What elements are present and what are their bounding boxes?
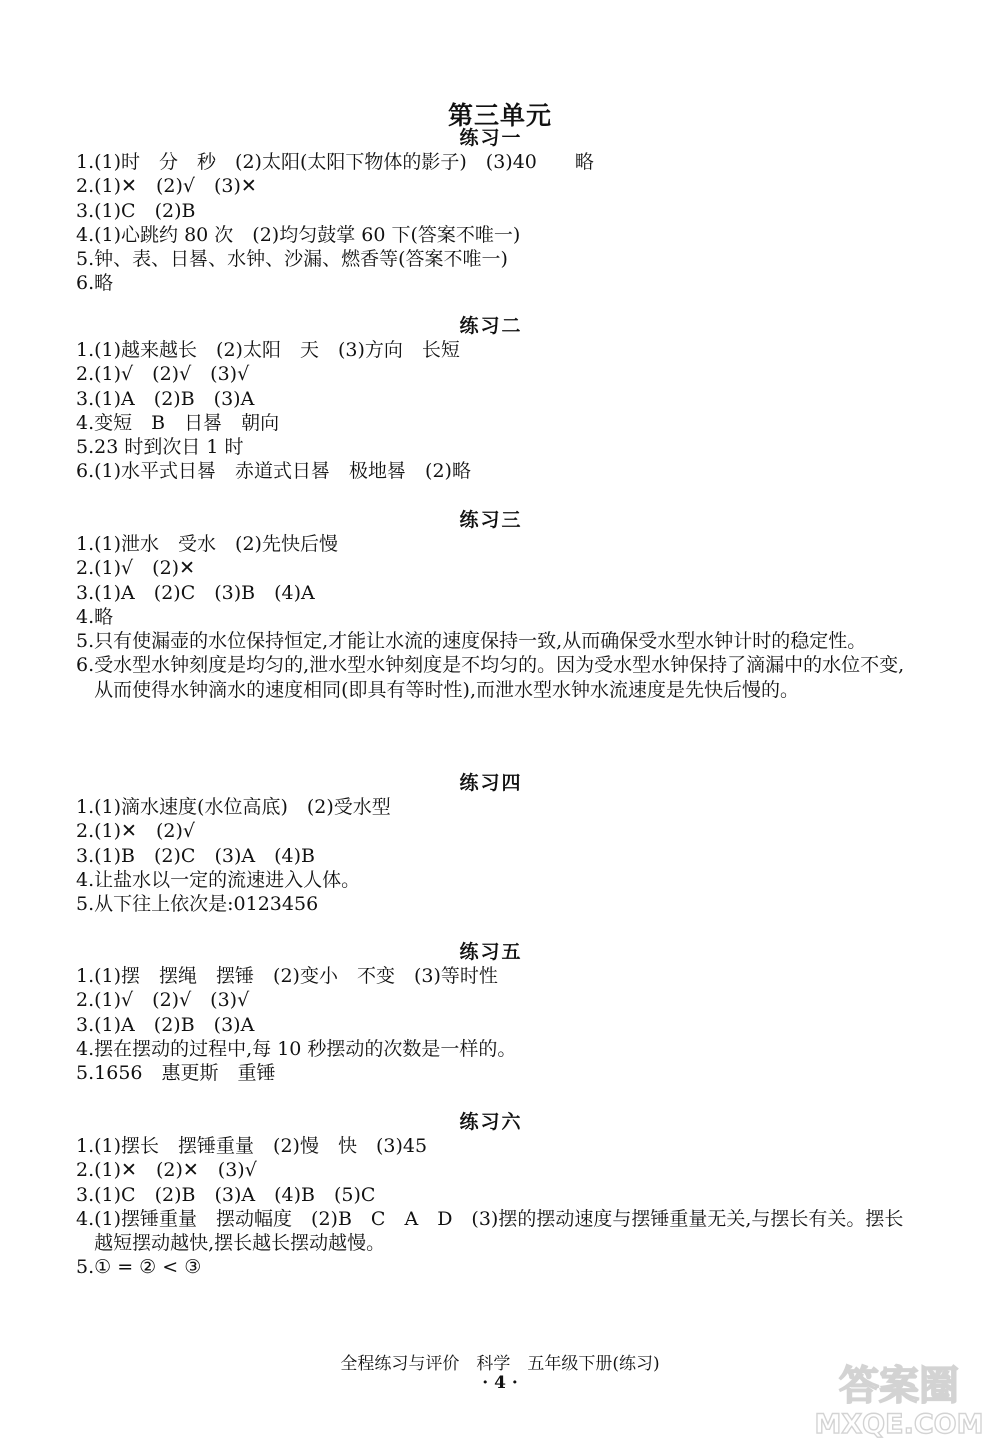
item-number: 2. <box>76 1159 95 1182</box>
answer-item <box>76 223 906 247</box>
answer-item <box>76 1158 906 1182</box>
item-number: 5. <box>76 436 95 459</box>
item-text: (1)A (2)B (3)A <box>94 1013 255 1036</box>
answer-item <box>76 174 906 198</box>
item-text: 只有使漏壶的水位保持恒定,才能让水流的速度保持一致,从而确保受水型水钟计时的稳定性。 <box>94 630 867 653</box>
item-text: (1)√ (2)√ (3)√ <box>94 363 250 386</box>
answer-item <box>76 988 906 1012</box>
section-title: 练习六 <box>459 1111 523 1133</box>
item-number: 5. <box>76 1256 95 1279</box>
item-text: (1)心跳约 80 次 (2)均匀鼓掌 60 下(答案不唯一) <box>94 223 521 246</box>
item-text: (1)C (2)B (3)A (4)B (5)C <box>94 1183 376 1206</box>
answer-item <box>76 795 906 819</box>
item-number: 3. <box>76 1183 95 1206</box>
section-title: 练习五 <box>459 941 523 963</box>
item-text: (1)摆长 摆锤重量 (2)慢 快 (3)45 <box>94 1135 428 1157</box>
section-exercise-5 <box>76 940 906 1085</box>
item-text: (1)✕ (2)✕ (3)√ <box>94 1159 257 1182</box>
answer-item <box>76 271 906 295</box>
section-title: 练习一 <box>459 127 523 149</box>
item-number: 4. <box>76 868 95 891</box>
item-number: 1. <box>76 965 95 987</box>
answer-item <box>76 338 906 362</box>
item-number: 5. <box>76 1062 95 1085</box>
item-text: (1)摆锤重量 摆动幅度 (2)B C A D (3)摆的摆动速度与摆锤重量无关,与摆长有关。摆长越短摆动越快,摆长越长摆动越慢。 <box>94 1207 904 1255</box>
item-number: 6. <box>76 460 95 483</box>
answer-item <box>76 1037 906 1061</box>
section-title: 练习二 <box>459 315 523 337</box>
item-number: 4. <box>76 605 95 628</box>
answer-list <box>76 1134 906 1280</box>
item-number: 6. <box>76 272 95 295</box>
item-text: (1)C (2)B <box>94 199 196 222</box>
answer-item <box>76 532 906 556</box>
item-text: 钟、表、日晷、水钟、沙漏、燃香等(答案不唯一) <box>94 248 508 271</box>
item-text: (1)✕ (2)√ <box>94 820 195 843</box>
section-title: 练习四 <box>459 772 523 794</box>
item-text: 让盐水以一定的流速进入人体。 <box>94 868 361 891</box>
item-number: 3. <box>76 199 95 222</box>
item-number: 6. <box>76 654 95 677</box>
answer-item <box>76 1183 906 1207</box>
item-number: 2. <box>76 989 95 1012</box>
answer-item <box>76 556 906 580</box>
section-exercise-3 <box>76 508 906 702</box>
item-number: 5. <box>76 248 95 271</box>
item-text: (1)✕ (2)√ (3)✕ <box>94 175 257 198</box>
answer-item <box>76 362 906 386</box>
item-number: 4. <box>76 1037 95 1060</box>
answer-item <box>76 199 906 223</box>
answer-list <box>76 795 906 916</box>
item-text: 受水型水钟刻度是均匀的,泄水型水钟刻度是不均匀的。因为受水型水钟保持了滴漏中的水位不变,从而使得水钟滴水的速度相同(即具有等时性),而泄水型水钟水流速度是先快后慢的。 <box>94 654 905 701</box>
watermark-main-text: 答案圈 <box>839 1363 959 1409</box>
item-number: 4. <box>76 411 95 434</box>
item-number: 2. <box>76 557 95 580</box>
item-text: 变短 B 日晷 朝向 <box>94 411 280 434</box>
section-exercise-1 <box>76 126 906 296</box>
answer-item <box>76 819 906 843</box>
item-number: 4. <box>76 1207 95 1230</box>
answer-item <box>76 892 906 916</box>
section-title: 练习三 <box>459 509 523 531</box>
item-number: 1. <box>76 533 95 555</box>
item-text: ① = ② < ③ <box>94 1256 202 1279</box>
answer-item <box>76 844 906 868</box>
item-text: 1656 惠更斯 重锤 <box>94 1062 276 1085</box>
item-number: 2. <box>76 175 95 198</box>
item-text: (1)水平式日晷 赤道式日晷 极地晷 (2)略 <box>94 460 471 483</box>
unit-title: 第三单元 <box>447 101 552 130</box>
watermark-url-text: MXQE.COM <box>814 1409 984 1439</box>
item-number: 2. <box>76 820 95 843</box>
section-exercise-2 <box>76 314 906 484</box>
item-text: (1)摆 摆绳 摆锤 (2)变小 不变 (3)等时性 <box>94 965 498 987</box>
item-text: 23 时到次日 1 时 <box>94 436 244 459</box>
item-text: (1)B (2)C (3)A (4)B <box>94 844 315 867</box>
footer-book-title: 全程练习与评价 科学 五年级下册(练习) <box>340 1354 660 1374</box>
answer-item <box>76 605 906 629</box>
item-number: 1. <box>76 339 95 361</box>
answer-list <box>76 964 906 1085</box>
answer-list <box>76 338 906 484</box>
item-text: 略 <box>94 605 114 628</box>
item-number: 5. <box>76 630 95 653</box>
answer-item <box>76 868 906 892</box>
item-number: 1. <box>76 151 95 173</box>
answer-item <box>76 387 906 411</box>
page-number: · 4 · <box>482 1373 518 1393</box>
answer-item <box>76 435 906 459</box>
answer-item <box>76 411 906 435</box>
answer-item <box>76 1207 906 1256</box>
answer-item <box>76 581 906 605</box>
item-text: (1)A (2)C (3)B (4)A <box>94 581 315 604</box>
answer-item <box>76 653 906 702</box>
item-number: 4. <box>76 223 95 246</box>
item-number: 3. <box>76 844 95 867</box>
section-exercise-4 <box>76 771 906 916</box>
item-number: 1. <box>76 796 95 818</box>
item-number: 3. <box>76 1013 95 1036</box>
item-number: 5. <box>76 893 95 916</box>
answer-list <box>76 150 906 296</box>
item-number: 3. <box>76 581 95 604</box>
answer-item <box>76 247 906 271</box>
answer-item <box>76 1013 906 1037</box>
item-text: (1)√ (2)✕ <box>94 557 195 580</box>
item-text: (1)滴水速度(水位高底) (2)受水型 <box>94 796 391 818</box>
item-text: (1)越来越长 (2)太阳 天 (3)方向 长短 <box>94 339 460 361</box>
answer-item <box>76 629 906 653</box>
item-text: 从下往上依次是:0123456 <box>94 893 319 916</box>
item-text: 略 <box>94 272 114 295</box>
answer-item <box>76 964 906 988</box>
answer-item <box>76 150 906 174</box>
answer-item <box>76 459 906 483</box>
answer-item <box>76 1134 906 1158</box>
answer-list <box>76 532 906 702</box>
item-number: 2. <box>76 363 95 386</box>
item-number: 1. <box>76 1135 95 1157</box>
watermark-logo <box>804 1349 994 1439</box>
answer-item <box>76 1255 906 1279</box>
section-exercise-6 <box>76 1110 906 1280</box>
item-text: (1)√ (2)√ (3)√ <box>94 989 250 1012</box>
item-text: 摆在摆动的过程中,每 10 秒摆动的次数是一样的。 <box>94 1037 517 1060</box>
item-text: (1)时 分 秒 (2)太阳(太阳下物体的影子) (3)40 略 <box>94 151 594 173</box>
answer-item <box>76 1061 906 1085</box>
item-text: (1)A (2)B (3)A <box>94 387 255 410</box>
item-text: (1)泄水 受水 (2)先快后慢 <box>94 533 338 555</box>
item-number: 3. <box>76 387 95 410</box>
